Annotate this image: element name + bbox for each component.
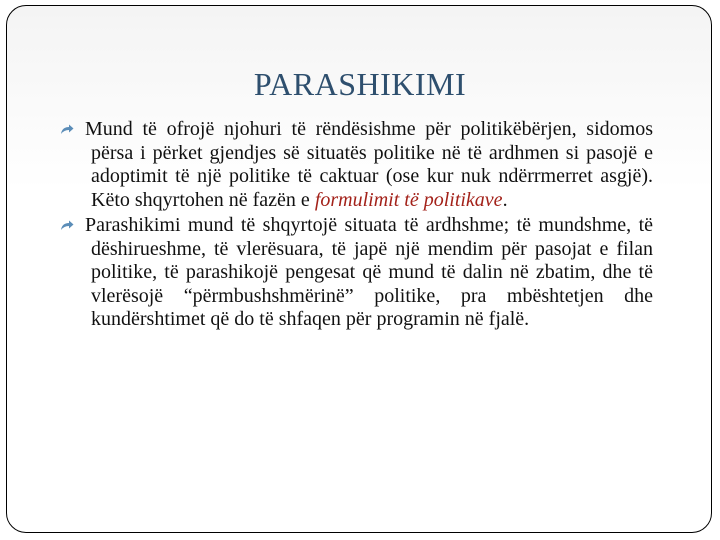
slide-content (85, 118, 653, 334)
curved-arrow-bullet-icon (60, 124, 72, 136)
curved-arrow-bullet-icon (60, 220, 72, 232)
bullet-1-text-end: . (502, 188, 508, 211)
bullet-2-text: Parashikimi mund të shqyrtojë situata të ardhshme; të mundshme, të dëshirueshme, të vlerësuara, të japë një mendim për pasojat e filan politike, të parashikojë pengesat që mund të dalin në zbatim, dhe të vlerësojë “përmbushshmërinë” politike, pra mbështetjen dhe kundërshtimet që do të shfaqen për programin në fjalë. (85, 214, 653, 330)
slide-title: PARASHIKIMI (253, 66, 467, 102)
bullet-1-text: Mund të ofrojë njohuri të rëndësishme për politikëbërjen, sidomos përsa i përket gjendjes së situatës politike në të ardhmen si pasojë e adoptimit të një politike të caktuar (ose kur nuk ndërrmerret asgjë). Këto shqyrtohen në fazën e (85, 118, 653, 211)
bullet-1-highlight: formulimit të politikave (314, 188, 503, 211)
bullet-item-2 (85, 214, 653, 332)
slide-frame (6, 5, 712, 533)
bullet-item-1 (85, 118, 653, 212)
